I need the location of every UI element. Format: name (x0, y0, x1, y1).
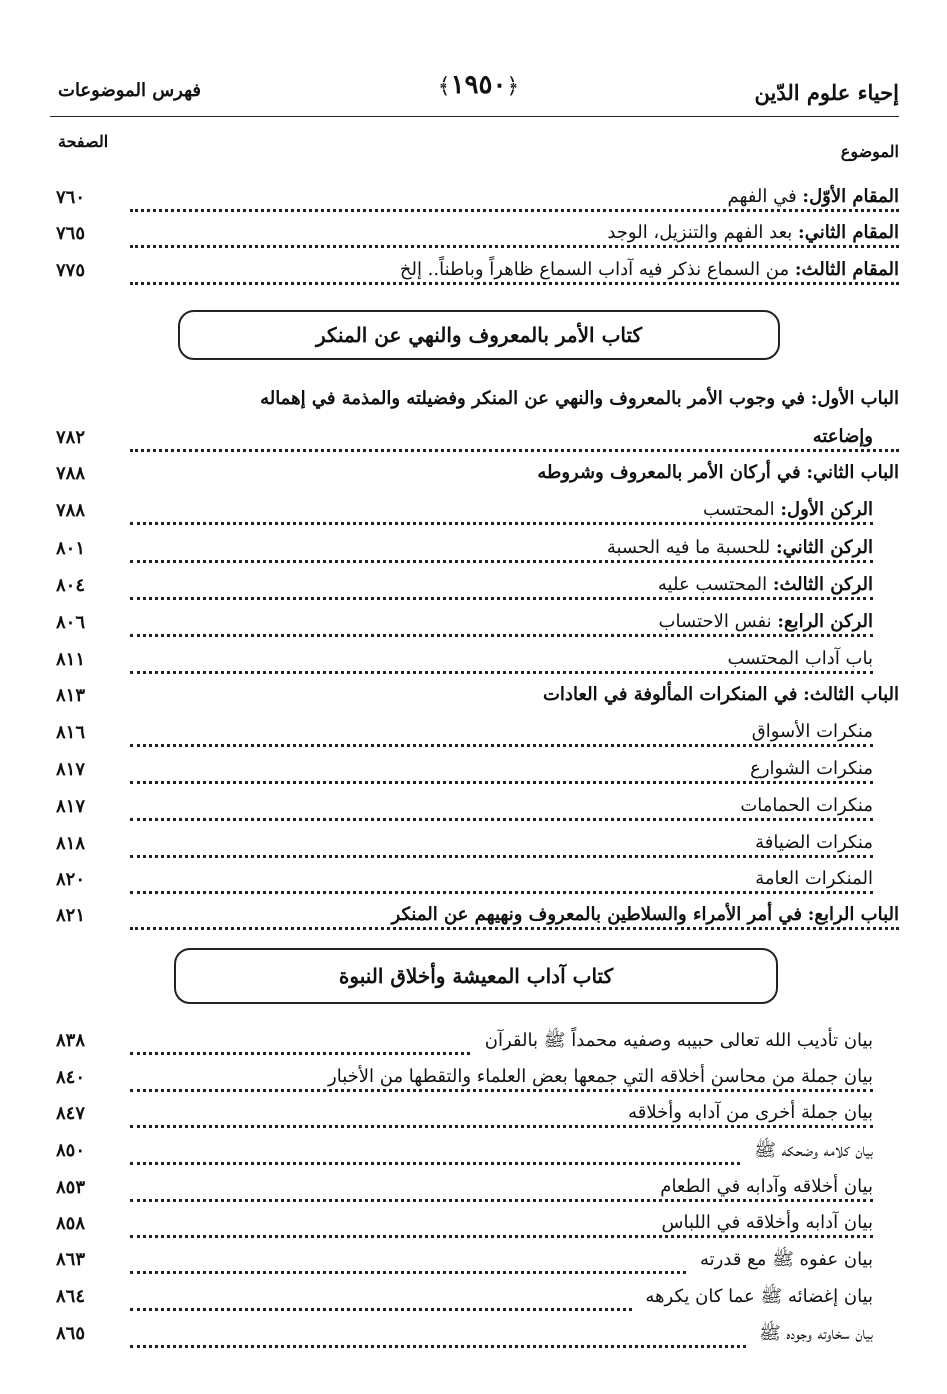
entry-page: ٨١١ (56, 649, 86, 670)
dot-leader (130, 1089, 873, 1092)
dot-leader (130, 245, 899, 248)
entry-label: الركن الأول: (780, 499, 873, 520)
toc-entry (56, 460, 899, 494)
toc-entry (56, 1210, 899, 1244)
entry-label: الباب الثاني: (806, 462, 899, 483)
entry-title: للحسبة ما فيه الحسبة (606, 537, 771, 558)
column-headers (58, 128, 899, 161)
entry-text (715, 186, 899, 207)
toc-entry (56, 756, 899, 790)
entry-label: المقام الثاني: (798, 222, 899, 243)
toc-entry (56, 830, 899, 864)
header-rule (50, 116, 899, 117)
running-header (58, 70, 899, 114)
entry-text: بيان آدابه وأخلاقه في اللباس (650, 1212, 873, 1233)
column-topic: الموضوع (840, 142, 899, 161)
book-title: إحياء علوم الدّين (754, 80, 899, 105)
entry-text (715, 648, 873, 669)
entry-page: ٨١٨ (56, 833, 86, 854)
entry-page: ٨١٦ (56, 722, 86, 743)
page-number-value: ١٩٥٠ (450, 70, 507, 100)
toc-entry (56, 646, 899, 680)
entry-label: الباب الرابع: (807, 904, 899, 925)
page-number (438, 70, 520, 100)
entry-title: في أمر الأمراء والسلاطين بالمعروف ونهيهم عن المنكر (391, 904, 802, 925)
toc-entry (56, 257, 899, 291)
entry-page: ٨٥٣ (56, 1177, 86, 1198)
entry-page: ٨٦٥ (56, 1323, 86, 1344)
toc-entry (56, 220, 899, 254)
entry-text: بيان أخلاقه وآدابه في الطعام (648, 1176, 873, 1197)
entry-page: ٨٥٨ (56, 1213, 86, 1234)
entry-text: بيان تأديب الله تعالى حبيبه وصفيه محمداً ﷺ بالقرآن (473, 1029, 873, 1055)
entry-text (595, 222, 899, 243)
dot-leader (130, 1199, 873, 1202)
toc-entry (56, 1174, 899, 1208)
dot-leader (130, 818, 873, 821)
entry-page: ٨٠١ (56, 538, 86, 559)
entry-title: وإضاعته (812, 426, 873, 447)
toc-entry (56, 1064, 899, 1098)
entry-title: المنكرات العامة (755, 868, 873, 889)
entry-page: ٧٧٥ (56, 260, 86, 281)
dot-leader (130, 927, 899, 930)
entry-page: ٨٦٤ (56, 1286, 86, 1307)
entry-page: ٨٠٤ (56, 575, 86, 596)
entry-page: ٧٨٨ (56, 500, 86, 521)
entry-text (728, 795, 873, 816)
book-heading: كتاب الأمر بالمعروف والنهي عن المنكر (315, 323, 643, 347)
entry-text (801, 426, 873, 447)
dot-leader (130, 891, 873, 894)
entry-title: منكرات الحمامات (740, 795, 873, 816)
entry-label: الركن الثالث: (772, 574, 873, 595)
entry-text (595, 537, 873, 558)
entry-label: الركن الثاني: (775, 537, 873, 558)
entry-text (740, 721, 873, 742)
entry-title: في أركان الأمر بالمعروف وشروطه (537, 462, 801, 483)
toc-entry (56, 866, 899, 900)
entry-title: في الفهم (727, 186, 797, 207)
entry-page: ٧٦٥ (56, 223, 86, 244)
dot-leader (130, 781, 873, 784)
entry-page: ٨٠٦ (56, 612, 86, 633)
toc-entry (56, 793, 899, 827)
toc-entry (56, 1100, 899, 1134)
toc-entry (56, 682, 899, 716)
entry-page: ٨١٣ (56, 685, 86, 706)
entry-label: الباب الثالث: (803, 684, 899, 705)
toc-entry (56, 1137, 899, 1171)
entry-page: ٨٤٠ (56, 1067, 86, 1088)
ornament-left-icon: ﴾ (437, 74, 451, 99)
ornament-right-icon: ﴿ (506, 74, 520, 99)
entry-text (525, 462, 899, 483)
toc-entry (56, 424, 899, 458)
toc-entry (56, 1027, 899, 1061)
entry-title: بعد الفهم والتنزيل، الوجد (607, 222, 793, 243)
entry-title: المحتسب (702, 499, 775, 520)
entry-page: ٨٥٠ (56, 1140, 86, 1161)
entry-title: في المنكرات المألوفة في العادات (542, 684, 798, 705)
book-heading-box (174, 948, 778, 1004)
entry-page: ٧٨٢ (56, 427, 86, 448)
entry-text: بيان كلامه وضحكه ﷺ (742, 1139, 873, 1165)
dot-leader (130, 560, 873, 563)
entry-label: المقام الثالث: (794, 259, 899, 280)
entry-page: ٨٢٠ (56, 869, 86, 890)
book-heading-box (178, 310, 780, 360)
chapter-line (260, 388, 899, 409)
dot-leader (130, 282, 899, 285)
entry-page: ٨٤٧ (56, 1103, 86, 1124)
entry-page: ٨١٧ (56, 796, 86, 817)
entry-text (646, 574, 873, 595)
column-page: الصفحة (58, 132, 109, 151)
dot-leader (130, 597, 873, 600)
entry-title: المحتسب عليه (657, 574, 768, 595)
entry-text (380, 904, 899, 925)
entry-text: بيان جملة أخرى من آدابه وأخلاقه (616, 1102, 873, 1123)
entry-page: ٧٦٠ (56, 187, 86, 208)
toc-entry (56, 572, 899, 606)
entry-page: ٨٣٨ (56, 1030, 86, 1051)
dot-leader (130, 522, 873, 525)
entry-text: بيان سخاوته وجوده ﷺ (747, 1322, 873, 1348)
entry-title: نفس الاحتساب (658, 611, 772, 632)
chapter-title: في وجوب الأمر بالمعروف والنهي عن المنكر وفضيلته والمذمة في إهماله (260, 388, 805, 409)
dot-leader (130, 449, 899, 452)
entry-label: المقام الأوّل: (802, 186, 899, 207)
entry-text (738, 758, 873, 779)
entry-title: منكرات الأسواق (751, 721, 873, 742)
entry-page: ٧٨٨ (56, 463, 86, 484)
entry-text (691, 499, 873, 520)
toc-entry (56, 719, 899, 753)
dot-leader (130, 209, 899, 212)
entry-text (743, 832, 873, 853)
toc-entry (56, 535, 899, 569)
entry-title: من السماع نذكر فيه آداب السماع ظاهراً وباطناً.. إلخ (399, 259, 790, 280)
entry-text: بيان عفوه ﷺ مع قدرته (688, 1248, 873, 1274)
dot-leader (130, 671, 873, 674)
dot-leader (130, 744, 873, 747)
entry-page: ٨١٧ (56, 759, 86, 780)
toc-entry (56, 184, 899, 218)
entry-label: الركن الرابع: (777, 611, 873, 632)
entry-page: ٨٢١ (56, 905, 86, 926)
book-heading: كتاب آداب المعيشة وأخلاق النبوة (338, 964, 614, 988)
entry-title: باب آداب المحتسب (727, 648, 873, 669)
section-title: فهرس الموضوعات (58, 80, 202, 101)
dot-leader (130, 855, 873, 858)
dot-leader (130, 634, 873, 637)
toc-entry (56, 902, 899, 936)
toc-entry (56, 609, 899, 643)
toc-entry (56, 1320, 899, 1354)
dot-leader (130, 1125, 873, 1128)
entry-text (388, 259, 899, 280)
chapter-label: الباب الأول: (810, 388, 899, 409)
entry-text (647, 611, 873, 632)
toc-entry (56, 1246, 899, 1280)
entry-page: ٨٦٣ (56, 1249, 86, 1270)
entry-text: بيان جملة من محاسن أخلاقه التي جمعها بعض العلماء والتقطها من الأخبار (316, 1066, 873, 1087)
entry-title: منكرات الشوارع (750, 758, 873, 779)
toc-entry (56, 1283, 899, 1317)
dot-leader (130, 1235, 873, 1238)
toc-entry (56, 497, 899, 531)
entry-title: منكرات الضيافة (755, 832, 873, 853)
entry-text: بيان إغضائه ﷺ عما كان يكرهه (633, 1285, 873, 1311)
entry-text (743, 868, 873, 889)
entry-text (531, 684, 899, 705)
